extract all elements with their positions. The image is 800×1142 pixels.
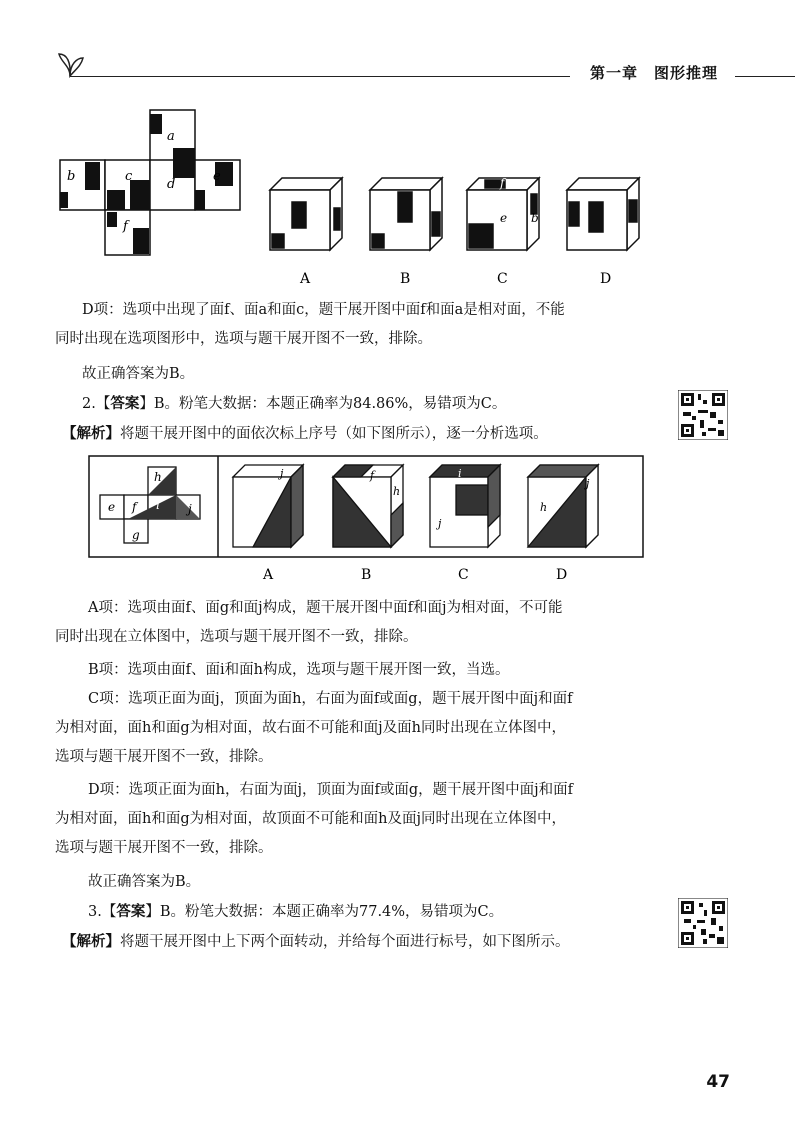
q2-conclusion: 故正确答案为B。 — [88, 874, 201, 890]
q2-analysis — [62, 424, 548, 444]
q2-d-line3: 选项与题干展开图不一致，排除。 — [55, 840, 273, 856]
option-label-b: B — [400, 271, 411, 287]
option-label-d: D — [600, 271, 612, 287]
option2-label-c: C — [458, 567, 469, 583]
q2-c-line1: C项：选项正面为面j，顶面为面h，右面为面f或面g，题干展开图中面j和面f — [88, 691, 573, 707]
q2-d-line2: 为相对面，面h和面g为相对面，故顶面不可能和面h及面j同时出现在立体图中， — [55, 811, 566, 827]
q3-answer-tag: 答案 — [116, 904, 146, 920]
header-rule — [70, 76, 570, 77]
net-label-b: b — [67, 169, 76, 184]
cube-c-label-e: e — [500, 211, 508, 225]
cube2d-label-j: j — [586, 477, 590, 490]
q2-analysis-text: 将题干展开图中的面依次标上序号（如下图所示），逐一分析选项。 — [120, 426, 548, 442]
q2-answer-text: 】B。粉笔大数据：本题正确率为84.86%，易错项为C。 — [139, 396, 507, 412]
cube2c-label-i: i — [458, 467, 462, 480]
leaf-icon — [55, 48, 85, 78]
net2-label-e: e — [108, 500, 116, 514]
cube-c-label-f: f — [500, 176, 505, 190]
net-label-e: e — [213, 169, 221, 184]
net2-label-g: g — [132, 528, 140, 542]
q2-a-line2: 同时出现在立体图中，选项与题干展开图不一致，排除。 — [55, 629, 418, 645]
q3-answer-text: 】B。粉笔大数据：本题正确率为77.4%，易错项为C。 — [145, 904, 504, 920]
net2-label-h: h — [154, 470, 162, 484]
q3-analysis — [62, 932, 570, 952]
q3-answer — [88, 902, 503, 922]
net2-label-i: i — [156, 498, 160, 512]
net2-label-j: j — [188, 502, 192, 516]
q2-answer-tag: 答案 — [110, 396, 140, 412]
q2-answer-prefix: 2.【 — [82, 396, 111, 412]
cube-c-label-b: b — [531, 211, 539, 225]
cube2b-label-f: f — [370, 469, 375, 482]
q1-d-line1: D项：选项中出现了面f、面a和面c，题干展开图中面f和面a是相对面，不能 — [82, 302, 565, 318]
page-number: 47 — [706, 1072, 730, 1092]
net-label-a: a — [167, 129, 175, 144]
figure-cube-net-2 — [88, 455, 648, 585]
q2-analysis-tag: 【解析】 — [62, 426, 120, 442]
net-label-f: f — [123, 219, 128, 234]
q2-d-line1: D项：选项正面为面h，右面为面j，顶面为面f或面g，题干展开图中面j和面f — [88, 782, 573, 798]
q2-c-line2: 为相对面，面h和面g为相对面，故右面不可能和面j及面h同时出现在立体图中， — [55, 720, 566, 736]
option2-label-a: A — [263, 567, 274, 583]
net-label-d: d — [167, 177, 176, 192]
cube2d-label-h: h — [540, 501, 548, 514]
cube2a-label-j: j — [280, 467, 284, 480]
option2-label-b: B — [361, 567, 372, 583]
net2-label-f: f — [132, 500, 137, 514]
q3-answer-prefix: 3.【 — [88, 904, 117, 920]
option-label-a: A — [300, 271, 311, 287]
q3-analysis-text: 将题干展开图中上下两个面转动，并给每个面进行标号，如下图所示。 — [120, 934, 570, 950]
option-label-c: C — [497, 271, 508, 287]
q2-a-line1: A项：选项由面f、面g和面j构成，题干展开图中面f和面j为相对面，不可能 — [88, 600, 563, 616]
qr-code-icon[interactable] — [678, 390, 728, 440]
chapter-title: 第一章 图形推理 — [590, 64, 719, 82]
q2-c-line3: 选项与题干展开图不一致，排除。 — [55, 749, 273, 765]
q2-b-line: B项：选项由面f、面i和面h构成，选项与题干展开图一致，当选。 — [88, 662, 510, 678]
q3-analysis-tag: 【解析】 — [62, 934, 120, 950]
header-rule-right — [735, 76, 795, 77]
cube2c-label-j: j — [438, 517, 442, 530]
q2-answer — [82, 394, 506, 414]
cube2b-label-h: h — [393, 485, 401, 498]
option2-label-d: D — [556, 567, 568, 583]
figure-cube-net-1 — [55, 100, 655, 290]
q1-d-line2: 同时出现在选项图形中，选项与题干展开图不一致，排除。 — [55, 331, 432, 347]
qr-code-icon[interactable] — [678, 898, 728, 948]
q1-conclusion: 故正确答案为B。 — [82, 366, 195, 382]
net-label-c: c — [125, 169, 133, 184]
